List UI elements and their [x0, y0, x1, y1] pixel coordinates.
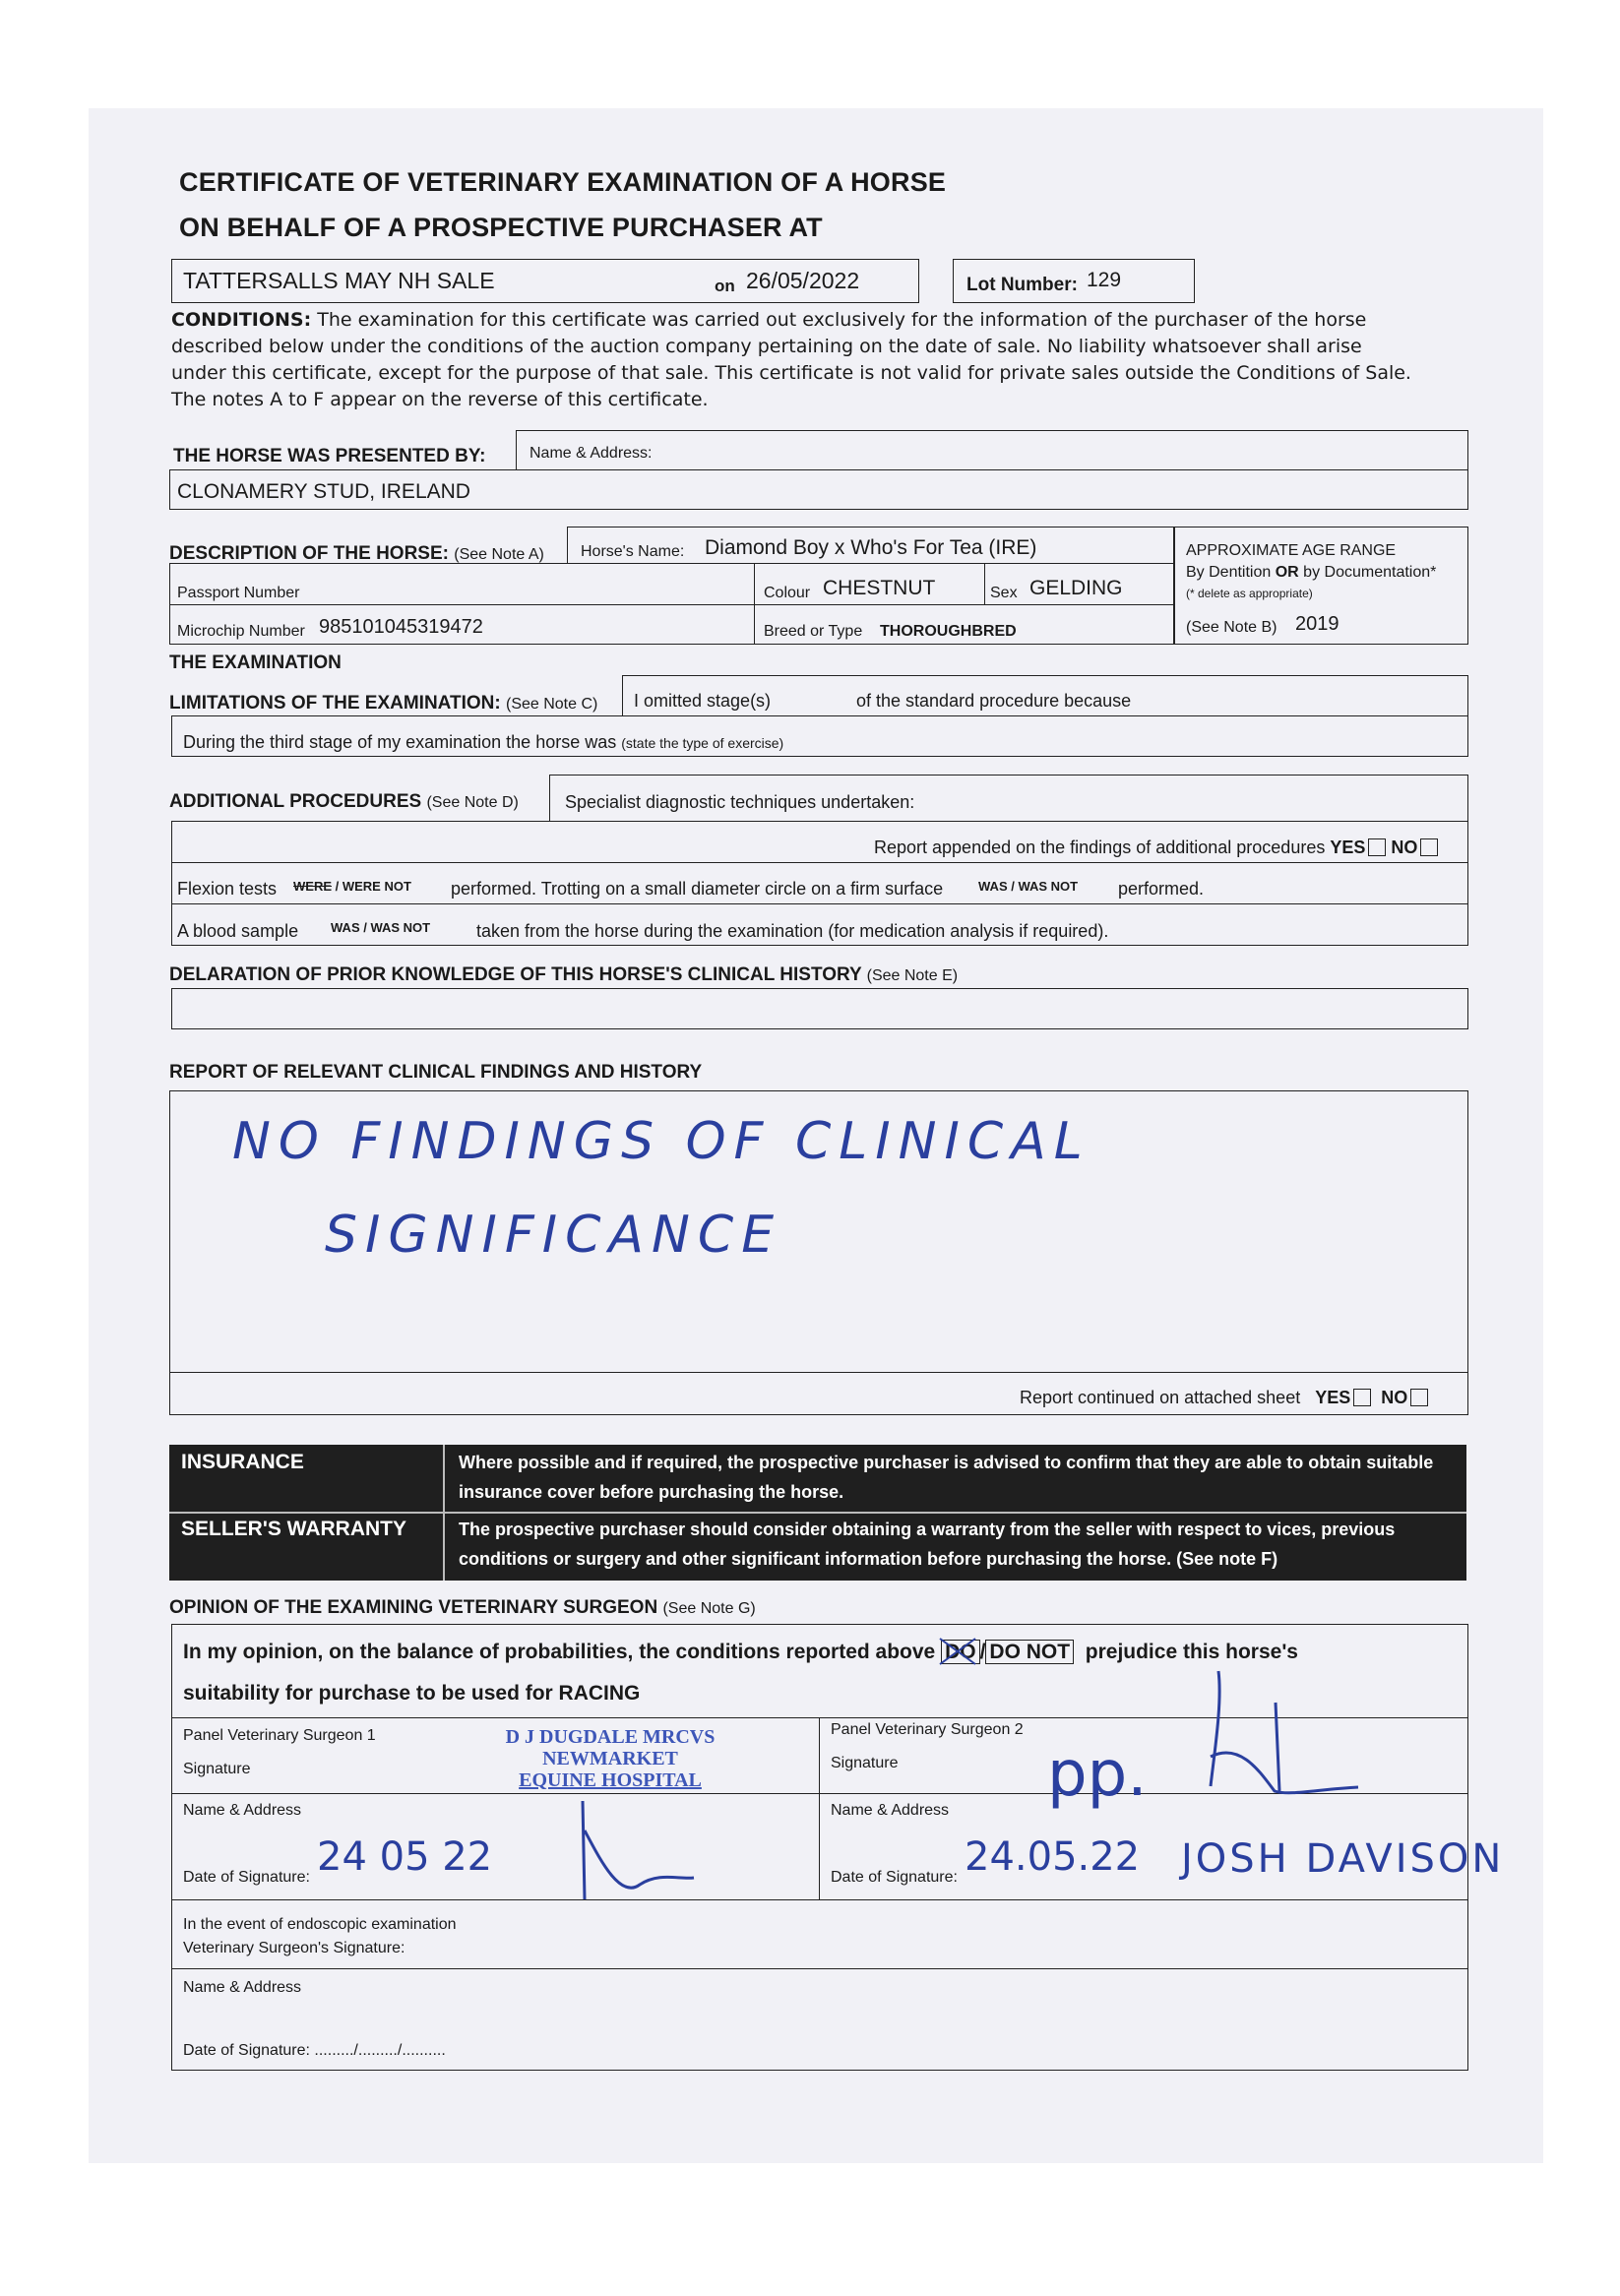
endoscopic-date-label: Date of Signature: ........./........./..........	[183, 2042, 446, 2059]
do-crossed-out	[938, 1637, 977, 1666]
additional-label: ADDITIONAL PROCEDURES (See Note D)	[169, 791, 519, 812]
blood-label: A blood sample	[177, 921, 299, 941]
sale-date: 26/05/2022	[746, 268, 860, 293]
specialist-label: Specialist diagnostic techniques undertaken:	[565, 792, 915, 812]
report-appended-row: Report appended on the findings of additional procedures YES NO	[874, 838, 1438, 856]
endoscopic-line2: Veterinary Surgeon's Signature:	[183, 1940, 405, 1956]
sale-name: TATTERSALLS MAY NH SALE	[183, 268, 495, 293]
title-line-2: ON BEHALF OF A PROSPECTIVE PURCHASER AT	[179, 213, 823, 242]
age-value: 2019	[1295, 613, 1340, 635]
insurance-label: INSURANCE	[181, 1451, 304, 1473]
third-stage-text: During the third stage of my examination the horse was (state the type of exercise)	[183, 732, 784, 752]
breed-label: Breed or Type	[764, 623, 863, 640]
opinion-label: OPINION OF THE EXAMINING VETERINARY SURGEON (See Note G)	[169, 1597, 756, 1618]
trot-options: WAS / WAS NOT	[978, 879, 1079, 894]
blood-options: WAS / WAS NOT	[331, 920, 431, 935]
report-hand-line2: SIGNIFICANCE	[325, 1206, 782, 1265]
surgeon1-date-label: Date of Signature:	[183, 1869, 310, 1886]
surgeon-divider	[819, 1717, 820, 1900]
description-col-divider	[754, 563, 755, 645]
surgeon1-signature	[561, 1791, 699, 1909]
presented-value: CLONAMERY STUD, IRELAND	[177, 480, 470, 503]
horse-name-label: Horse's Name:	[581, 543, 685, 560]
passport-label: Passport Number	[177, 585, 300, 601]
report-label: REPORT OF RELEVANT CLINICAL FINDINGS AND HISTORY	[169, 1062, 703, 1083]
presented-label: THE HORSE WAS PRESENTED BY:	[173, 446, 486, 466]
horse-name: Diamond Boy x Who's For Tea (IRE)	[705, 536, 1037, 559]
surgeon1-stamp: D J DUGDALE MRCVS NEWMARKET EQUINE HOSPITAL	[505, 1726, 716, 1791]
age-note: (See Note B)	[1186, 619, 1277, 636]
continued-no-checkbox[interactable]	[1410, 1389, 1428, 1406]
age-title: APPROXIMATE AGE RANGE	[1186, 542, 1397, 559]
blood-text: taken from the horse during the examination (for medication analysis if required).	[476, 921, 1109, 941]
sex-label: Sex	[990, 585, 1018, 601]
surgeon2-sig-hand: pp.	[1047, 1738, 1148, 1811]
appended-no-checkbox[interactable]	[1420, 838, 1438, 856]
opinion-line2: suitability for purchase to be used for RACING	[183, 1682, 641, 1705]
insurance-text-1: Where possible and if required, the prospective purchaser is advised to confirm that they are able to obtain suitable	[459, 1453, 1434, 1472]
conditions-text	[171, 307, 1421, 413]
limitations-label: LIMITATIONS OF THE EXAMINATION: (See Note C)	[169, 693, 598, 714]
surgeon1-date-hand: 24 05 22	[317, 1834, 493, 1880]
presented-name-box	[516, 430, 1468, 470]
sex-value: GELDING	[1029, 577, 1123, 599]
flexion-label: Flexion tests	[177, 879, 278, 899]
endoscopic-name-label: Name & Address	[183, 1979, 302, 1996]
warranty-text-2: conditions or surgery and other significant information before purchasing the horse. (See note F)	[459, 1549, 1278, 1569]
age-delete-note: (* delete as appropriate)	[1186, 587, 1313, 600]
surgeon2-name-label: Name & Address	[831, 1802, 950, 1819]
lot-number: 129	[1087, 269, 1122, 291]
conditions-label: CONDITIONS:	[171, 309, 312, 331]
title-line-1: CERTIFICATE OF VETERINARY EXAMINATION OF A HORSE	[179, 167, 947, 197]
report-hand-line1: NO FINDINGS OF CLINICAL	[232, 1112, 1090, 1171]
conditions-body: The examination for this certificate was carried out exclusively for the information of the purchaser of the horse described below under the conditions of the auction company pertaining on the date of sale. No liability whatsoever shall arise under this certificate, except for the purpose of that sale. This certificate is not valid for private sales outside the Conditions of Sale.	[171, 309, 1411, 384]
report-continued-row: Report continued on attached sheet YES NO	[1020, 1389, 1428, 1406]
insurance-text-2: insurance cover before purchasing the horse.	[459, 1482, 844, 1502]
panel-divider-h	[169, 1512, 1466, 1514]
appended-yes-checkbox[interactable]	[1368, 838, 1386, 856]
flexion-options: WERE / WERE NOT	[293, 879, 411, 894]
surgeon2-signature	[1181, 1663, 1368, 1811]
surgeon1-title: Panel Veterinary Surgeon 1	[183, 1727, 376, 1744]
surgeon-bottom-divider	[171, 1899, 1468, 1900]
flexion-performed: performed.	[1118, 879, 1205, 899]
surgeon1-signature-label: Signature	[183, 1761, 251, 1777]
surgeon1-name-label: Name & Address	[183, 1802, 302, 1819]
colour-value: CHESTNUT	[823, 577, 936, 599]
microchip-value: 985101045319472	[319, 616, 483, 638]
endoscopic-divider	[171, 1968, 1468, 1969]
declaration-box	[171, 988, 1468, 1029]
presented-name-label: Name & Address:	[530, 445, 653, 462]
conditions-notes: The notes A to F appear on the reverse of this certificate.	[171, 389, 709, 410]
breed-value: THOROUGHBRED	[880, 623, 1017, 640]
omitted-because: of the standard procedure because	[856, 691, 1132, 711]
microchip-label: Microchip Number	[177, 623, 305, 640]
surgeon2-date-label: Date of Signature:	[831, 1869, 958, 1886]
lot-label: Lot Number:	[966, 275, 1078, 295]
examination-heading: THE EXAMINATION	[169, 652, 342, 673]
do-option[interactable]: DO	[941, 1640, 980, 1664]
surgeon2-title: Panel Veterinary Surgeon 2	[831, 1721, 1024, 1738]
description-grid-divider	[169, 604, 1175, 605]
endoscopic-line1: In the event of endoscopic examination	[183, 1916, 457, 1933]
surgeon2-signature-label: Signature	[831, 1755, 899, 1771]
surgeon2-name-hand: JOSH DAVISON	[1181, 1836, 1505, 1882]
description-label: DESCRIPTION OF THE HORSE: (See Note A)	[169, 543, 544, 564]
omitted-stages: I omitted stage(s)	[634, 691, 772, 711]
warranty-label: SELLER'S WARRANTY	[181, 1518, 407, 1540]
flexion-text: performed. Trotting on a small diameter circle on a firm surface	[451, 879, 944, 899]
colour-label: Colour	[764, 585, 811, 601]
warranty-text-1: The prospective purchaser should consider obtaining a warranty from the seller with respect to vices, previous	[459, 1520, 1396, 1539]
description-col-divider-2	[984, 563, 985, 604]
do-not-option[interactable]: DO NOT	[985, 1640, 1074, 1664]
report-divider	[169, 1372, 1468, 1373]
declaration-label: DELARATION OF PRIOR KNOWLEDGE OF THIS HORSE'S CLINICAL HISTORY (See Note E)	[169, 964, 959, 985]
sale-on-label: on	[715, 277, 735, 295]
opinion-line1: In my opinion, on the balance of probabilities, the conditions reported above DO / DO NOT prejudice this horse's	[183, 1642, 1298, 1662]
surgeon2-date-hand: 24.05.22	[965, 1834, 1141, 1880]
age-method: By Dentition OR by Documentation*	[1186, 564, 1437, 581]
continued-yes-checkbox[interactable]	[1353, 1389, 1371, 1406]
